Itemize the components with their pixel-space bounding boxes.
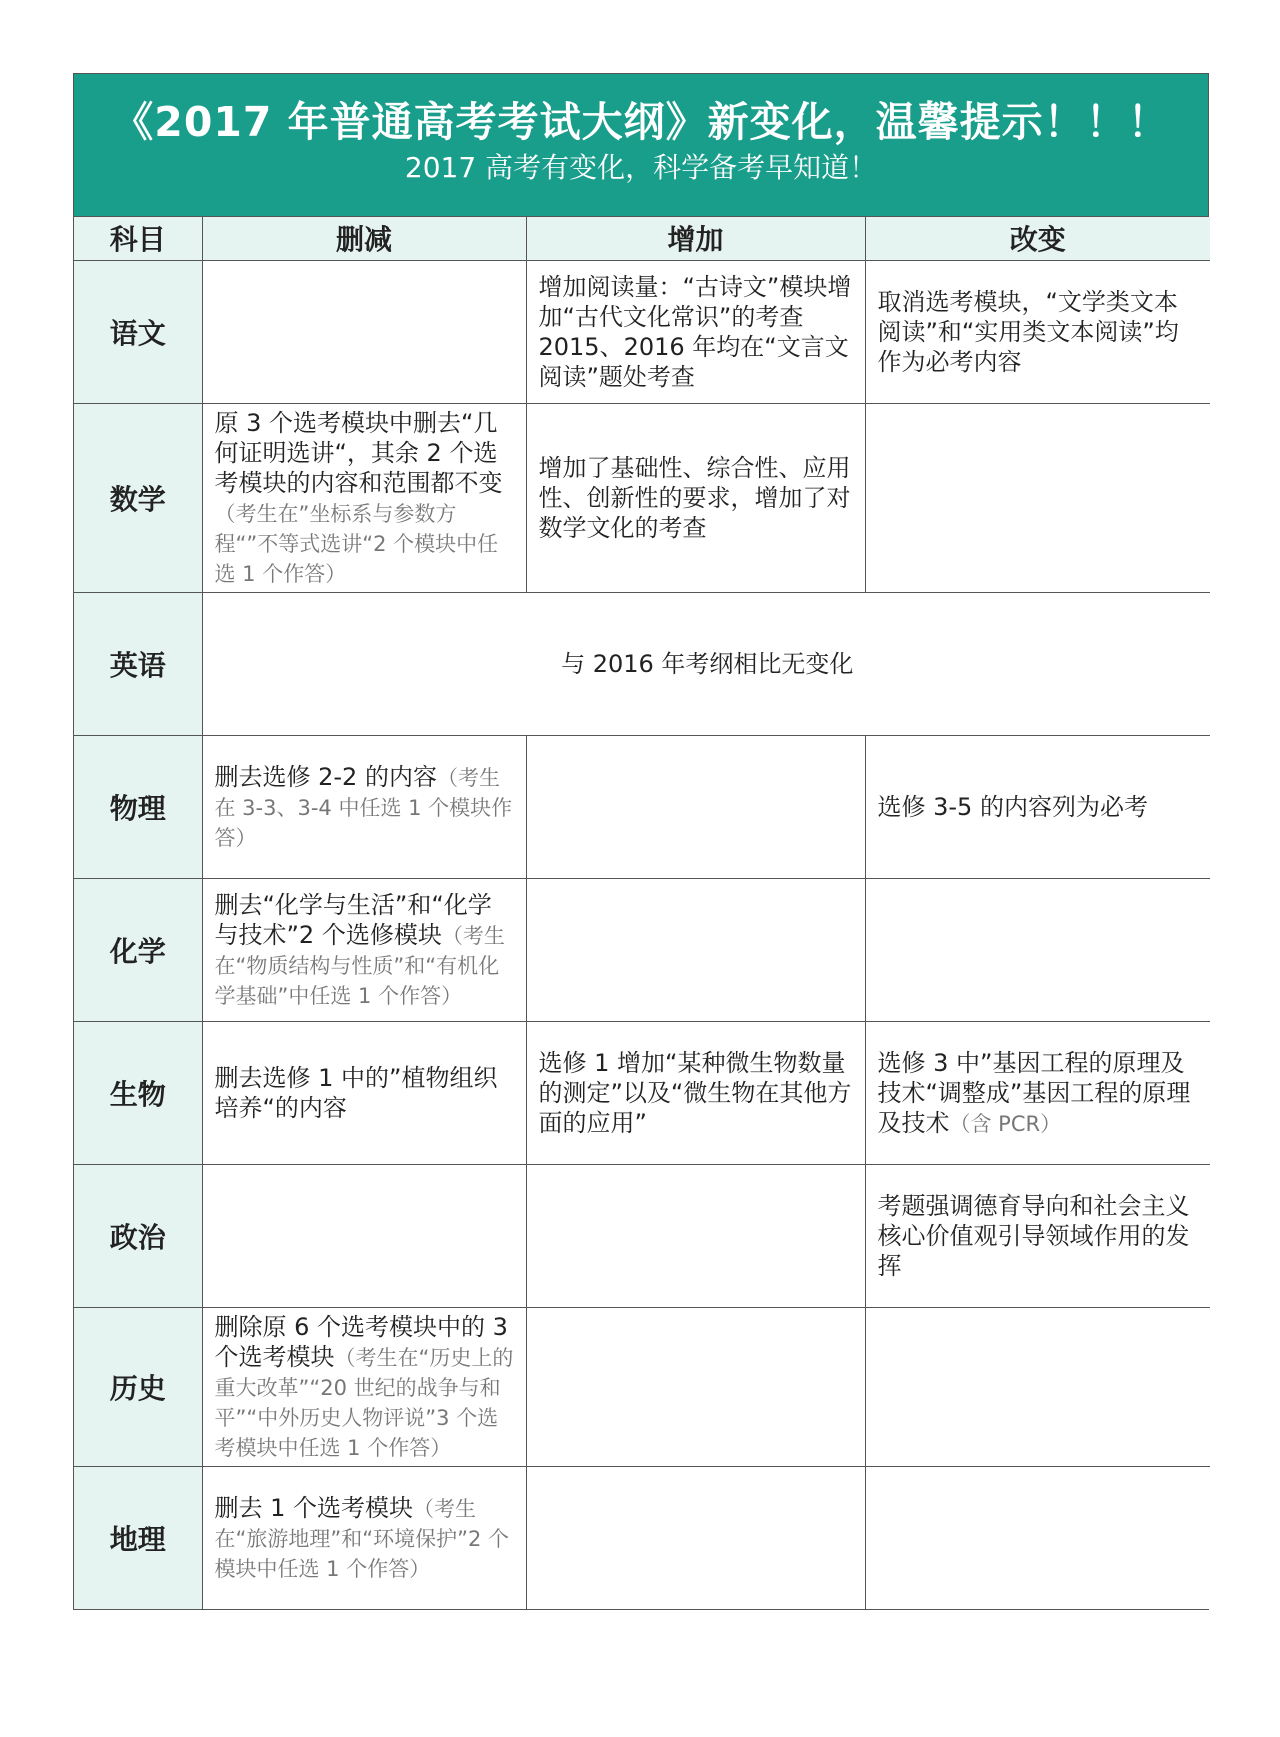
header-add: 增加 (526, 217, 865, 260)
delete-text: 删去选修 1 中的”植物组织培养“的内容 (214, 1063, 498, 1122)
table-row (74, 403, 1210, 592)
page-title: 《2017 年普通高考考试大纲》新变化，温馨提示！！！ (112, 98, 1170, 146)
table-header-row (74, 217, 1210, 260)
delete-cell (202, 1466, 526, 1609)
change-cell (865, 403, 1210, 592)
subject-cell: 数学 (74, 403, 202, 592)
add-cell (526, 878, 865, 1021)
add-cell (526, 403, 865, 592)
change-cell (865, 1307, 1210, 1466)
table-row (74, 1466, 1210, 1609)
delete-cell (202, 1307, 526, 1466)
table-row (74, 592, 1210, 735)
subject-cell: 语文 (74, 260, 202, 403)
changes-table (74, 217, 1210, 1609)
exam-outline-sheet (73, 73, 1209, 1610)
change-cell (865, 1466, 1210, 1609)
table-row (74, 1307, 1210, 1466)
change-text: 取消选考模块，“文学类文本阅读”和“实用类文本阅读”均作为必考内容 (877, 287, 1179, 376)
table-row (74, 735, 1210, 878)
table-row (74, 1021, 1210, 1164)
page-subtitle: 2017 高考有变化，科学备考早知道！ (404, 151, 878, 184)
change-text: 考题强调德育导向和社会主义核心价值观引导领域作用的发挥 (877, 1191, 1190, 1280)
delete-note: （考生在“物质结构与性质”和“有机化学基础”中任选 1 个作答） (214, 923, 505, 1008)
subject-cell: 物理 (74, 735, 202, 878)
subject-cell: 政治 (74, 1164, 202, 1307)
add-text: 增加阅读量：“古诗文”模块增加“古代文化常识”的考查 2015、2016 年均在“文言文阅读”题处考查 (538, 272, 852, 391)
delete-cell (202, 878, 526, 1021)
delete-note: （考生在“历史上的重大改革”“20 世纪的战争与和平”“中外历史人物评说”3 个选考模块中任选 1 个作答） (214, 1345, 514, 1460)
header-delete: 删减 (202, 217, 526, 260)
subject-cell: 英语 (74, 592, 202, 735)
change-cell (865, 735, 1210, 878)
delete-note: （考生在”坐标系与参数方程“”不等式选讲“2 个模块中任选 1 个作答） (214, 501, 499, 586)
delete-text: 删除原 6 个选考模块中的 3 个选考模块 (214, 1312, 508, 1371)
subject-cell: 化学 (74, 878, 202, 1021)
add-cell (526, 260, 865, 403)
add-cell (526, 1021, 865, 1164)
header-subject: 科目 (74, 217, 202, 260)
delete-cell (202, 260, 526, 403)
table-row (74, 1164, 1210, 1307)
delete-note: （考生在 3-3、3-4 中任选 1 个模块作答） (214, 765, 513, 850)
change-cell (865, 1164, 1210, 1307)
delete-cell (202, 403, 526, 592)
change-cell (865, 878, 1210, 1021)
delete-text: 删去 1 个选考模块 (214, 1493, 414, 1522)
add-cell (526, 1164, 865, 1307)
delete-text: 原 3 个选考模块中删去“几何证明选讲“，其余 2 个选考模块的内容和范围都不变 (214, 408, 503, 497)
subject-cell: 历史 (74, 1307, 202, 1466)
add-cell (526, 1307, 865, 1466)
delete-text: 删去选修 2-2 的内容 (214, 762, 437, 791)
add-text: 选修 1 增加“某种微生物数量的测定”以及“微生物在其他方面的应用” (538, 1048, 852, 1137)
change-note: （含 PCR） (949, 1111, 1062, 1136)
no-change-cell: 与 2016 年考纲相比无变化 (202, 592, 1210, 735)
delete-cell (202, 1021, 526, 1164)
add-cell (526, 735, 865, 878)
table-body (74, 260, 1210, 1609)
title-banner (74, 74, 1208, 217)
change-text: 选修 3-5 的内容列为必考 (877, 792, 1148, 821)
delete-cell (202, 1164, 526, 1307)
delete-text: 删去“化学与生活”和“化学与技术”2 个选修模块 (214, 890, 492, 949)
delete-cell (202, 735, 526, 878)
change-cell (865, 1021, 1210, 1164)
add-cell (526, 1466, 865, 1609)
subject-cell: 生物 (74, 1021, 202, 1164)
table-row (74, 878, 1210, 1021)
delete-note: （考生在“旅游地理”和“环境保护”2 个模块中任选 1 个作答） (214, 1496, 510, 1581)
add-text: 增加了基础性、综合性、应用性、创新性的要求，增加了对数学文化的考查 (538, 453, 851, 542)
change-cell (865, 260, 1210, 403)
table-row (74, 260, 1210, 403)
header-change: 改变 (865, 217, 1210, 260)
change-text: 选修 3 中”基因工程的原理及技术“调整成”基因工程的原理及技术 (877, 1048, 1191, 1137)
subject-cell: 地理 (74, 1466, 202, 1609)
